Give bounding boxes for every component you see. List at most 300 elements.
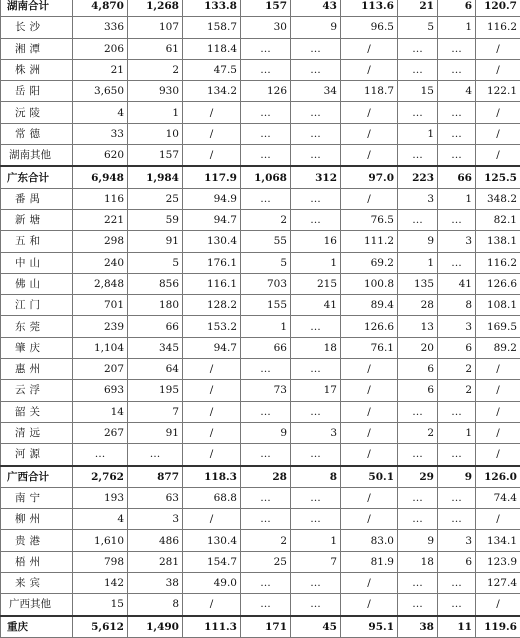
region-name-cell: 清远: [1, 422, 73, 443]
value-cell: 45: [291, 616, 341, 638]
value-cell: 64: [128, 359, 183, 380]
value-cell: /: [341, 573, 398, 594]
region-name-cell: 梧州: [1, 551, 73, 572]
value-cell: 2: [128, 59, 183, 80]
value-cell: …: [438, 209, 476, 230]
value-cell: 6: [398, 380, 438, 401]
value-cell: 5: [398, 17, 438, 38]
subtotal-row: [1, 616, 520, 638]
value-cell: 1: [291, 252, 341, 273]
value-cell: 1: [241, 316, 291, 337]
value-cell: 221: [73, 209, 128, 230]
value-cell: 116.2: [476, 17, 520, 38]
value-cell: 25: [128, 188, 183, 209]
value-cell: 96.5: [341, 17, 398, 38]
value-cell: 21: [73, 59, 128, 80]
value-cell: 89.2: [476, 337, 520, 358]
value-cell: 215: [291, 273, 341, 294]
value-cell: /: [183, 359, 241, 380]
value-cell: 83.0: [341, 530, 398, 551]
table-row: [1, 509, 520, 530]
value-cell: …: [398, 145, 438, 167]
value-cell: …: [398, 401, 438, 422]
value-cell: 2: [438, 359, 476, 380]
value-cell: 169.5: [476, 316, 520, 337]
value-cell: /: [183, 102, 241, 123]
table-row: [1, 487, 520, 508]
value-cell: 16: [291, 231, 341, 252]
value-cell: 3: [438, 231, 476, 252]
value-cell: 1: [438, 17, 476, 38]
value-cell: …: [438, 573, 476, 594]
value-cell: 41: [438, 273, 476, 294]
value-cell: 1,068: [241, 166, 291, 188]
table-row: [1, 209, 520, 230]
value-cell: /: [341, 359, 398, 380]
value-cell: 153.2: [183, 316, 241, 337]
value-cell: …: [291, 509, 341, 530]
value-cell: /: [183, 123, 241, 144]
value-cell: 38: [398, 616, 438, 638]
value-cell: 3: [438, 530, 476, 551]
value-cell: 6,948: [73, 166, 128, 188]
value-cell: 157: [241, 0, 291, 17]
table-row: [1, 188, 520, 209]
value-cell: 130.4: [183, 231, 241, 252]
value-cell: 15: [398, 81, 438, 102]
value-cell: /: [341, 509, 398, 530]
region-name-cell: 沅陵: [1, 102, 73, 123]
value-cell: …: [291, 573, 341, 594]
value-cell: 94.9: [183, 188, 241, 209]
value-cell: 9: [398, 231, 438, 252]
region-name-cell: 河源: [1, 444, 73, 466]
value-cell: …: [438, 252, 476, 273]
value-cell: 94.7: [183, 337, 241, 358]
value-cell: …: [241, 509, 291, 530]
value-cell: 82.1: [476, 209, 520, 230]
value-cell: 68.8: [183, 487, 241, 508]
value-cell: 5: [128, 252, 183, 273]
value-cell: 91: [128, 422, 183, 443]
value-cell: 7: [291, 551, 341, 572]
table-row: [1, 102, 520, 123]
value-cell: /: [183, 422, 241, 443]
value-cell: 108.1: [476, 295, 520, 316]
value-cell: …: [398, 573, 438, 594]
value-cell: 118.3: [183, 466, 241, 488]
value-cell: 100.8: [341, 273, 398, 294]
value-cell: …: [438, 509, 476, 530]
value-cell: …: [398, 102, 438, 123]
value-cell: 25: [241, 551, 291, 572]
value-cell: 13: [398, 316, 438, 337]
region-name-cell: 广西其他: [1, 594, 73, 616]
value-cell: /: [341, 487, 398, 508]
value-cell: 118.4: [183, 38, 241, 59]
value-cell: …: [438, 38, 476, 59]
value-cell: 6: [438, 551, 476, 572]
value-cell: …: [291, 359, 341, 380]
value-cell: 312: [291, 166, 341, 188]
value-cell: …: [73, 444, 128, 466]
value-cell: 8: [128, 594, 183, 616]
region-name-cell: 东莞: [1, 316, 73, 337]
value-cell: 9: [291, 17, 341, 38]
value-cell: /: [183, 594, 241, 616]
value-cell: 176.1: [183, 252, 241, 273]
value-cell: /: [341, 59, 398, 80]
value-cell: …: [241, 444, 291, 466]
value-cell: 1: [438, 422, 476, 443]
value-cell: 95.1: [341, 616, 398, 638]
region-name-cell: 南宁: [1, 487, 73, 508]
value-cell: 15: [73, 594, 128, 616]
value-cell: /: [476, 102, 520, 123]
value-cell: /: [183, 444, 241, 466]
value-cell: 281: [128, 551, 183, 572]
value-cell: 134.1: [476, 530, 520, 551]
value-cell: …: [241, 594, 291, 616]
value-cell: 8: [291, 466, 341, 488]
value-cell: …: [291, 123, 341, 144]
value-cell: 142: [73, 573, 128, 594]
value-cell: 20: [398, 337, 438, 358]
value-cell: …: [291, 401, 341, 422]
value-cell: 9: [438, 466, 476, 488]
value-cell: 2: [241, 209, 291, 230]
value-cell: 180: [128, 295, 183, 316]
value-cell: /: [341, 188, 398, 209]
value-cell: 111.2: [341, 231, 398, 252]
value-cell: 9: [241, 422, 291, 443]
region-name-cell: 江门: [1, 295, 73, 316]
value-cell: 1: [128, 102, 183, 123]
value-cell: 6: [398, 359, 438, 380]
value-cell: …: [438, 123, 476, 144]
value-cell: …: [241, 573, 291, 594]
value-cell: 4: [73, 102, 128, 123]
value-cell: 1,610: [73, 530, 128, 551]
value-cell: 2,848: [73, 273, 128, 294]
value-cell: 134.2: [183, 81, 241, 102]
value-cell: 703: [241, 273, 291, 294]
table-row: [1, 59, 520, 80]
table-row: [1, 530, 520, 551]
value-cell: 47.5: [183, 59, 241, 80]
value-cell: 138.1: [476, 231, 520, 252]
table-row: [1, 359, 520, 380]
region-name-cell: 湘潭: [1, 38, 73, 59]
value-cell: …: [291, 145, 341, 167]
value-cell: 3: [438, 316, 476, 337]
table-row: [1, 145, 520, 167]
value-cell: 14: [73, 401, 128, 422]
value-cell: …: [438, 59, 476, 80]
value-cell: …: [398, 59, 438, 80]
value-cell: 34: [291, 81, 341, 102]
value-cell: 61: [128, 38, 183, 59]
table-row: [1, 273, 520, 294]
value-cell: 130.4: [183, 530, 241, 551]
value-cell: 155: [241, 295, 291, 316]
region-name-cell: 中山: [1, 252, 73, 273]
value-cell: /: [476, 422, 520, 443]
value-cell: 126.6: [476, 273, 520, 294]
region-name-cell: 佛山: [1, 273, 73, 294]
value-cell: 66: [128, 316, 183, 337]
value-cell: …: [291, 38, 341, 59]
value-cell: 5,612: [73, 616, 128, 638]
table-row: [1, 231, 520, 252]
value-cell: /: [476, 59, 520, 80]
value-cell: …: [241, 401, 291, 422]
value-cell: 1: [438, 188, 476, 209]
value-cell: 207: [73, 359, 128, 380]
value-cell: /: [476, 380, 520, 401]
value-cell: 38: [128, 573, 183, 594]
value-cell: /: [476, 359, 520, 380]
value-cell: /: [341, 38, 398, 59]
value-cell: 3,650: [73, 81, 128, 102]
value-cell: /: [183, 145, 241, 167]
region-name-cell: 五和: [1, 231, 73, 252]
value-cell: /: [476, 444, 520, 466]
value-cell: 66: [241, 337, 291, 358]
region-name-cell: 重庆: [1, 616, 73, 638]
region-name-cell: 广西合计: [1, 466, 73, 488]
value-cell: /: [183, 401, 241, 422]
value-cell: 29: [398, 466, 438, 488]
subtotal-row: [1, 0, 520, 17]
value-cell: 1: [398, 252, 438, 273]
value-cell: …: [398, 38, 438, 59]
value-cell: …: [438, 487, 476, 508]
value-cell: 240: [73, 252, 128, 273]
value-cell: …: [241, 59, 291, 80]
value-cell: 125.5: [476, 166, 520, 188]
value-cell: 193: [73, 487, 128, 508]
value-cell: …: [241, 145, 291, 167]
value-cell: 76.1: [341, 337, 398, 358]
value-cell: 122.1: [476, 81, 520, 102]
value-cell: 2: [398, 422, 438, 443]
value-cell: 620: [73, 145, 128, 167]
value-cell: /: [341, 102, 398, 123]
table-row: [1, 81, 520, 102]
value-cell: 127.4: [476, 573, 520, 594]
value-cell: 154.7: [183, 551, 241, 572]
value-cell: 17: [291, 380, 341, 401]
value-cell: /: [476, 594, 520, 616]
value-cell: 50.1: [341, 466, 398, 488]
table-row: [1, 422, 520, 443]
value-cell: 76.5: [341, 209, 398, 230]
value-cell: 135: [398, 273, 438, 294]
value-cell: 116: [73, 188, 128, 209]
table-row: [1, 17, 520, 38]
value-cell: …: [438, 145, 476, 167]
value-cell: 336: [73, 17, 128, 38]
value-cell: 81.9: [341, 551, 398, 572]
value-cell: 2: [241, 530, 291, 551]
subtotal-row: [1, 166, 520, 188]
value-cell: 107: [128, 17, 183, 38]
value-cell: …: [398, 487, 438, 508]
value-cell: 55: [241, 231, 291, 252]
region-name-cell: 柳州: [1, 509, 73, 530]
region-name-cell: 云浮: [1, 380, 73, 401]
value-cell: 345: [128, 337, 183, 358]
value-cell: 1,490: [128, 616, 183, 638]
value-cell: …: [291, 102, 341, 123]
value-cell: 856: [128, 273, 183, 294]
value-cell: 1: [398, 123, 438, 144]
value-cell: 348.2: [476, 188, 520, 209]
value-cell: …: [241, 487, 291, 508]
subtotal-row: [1, 466, 520, 488]
value-cell: 171: [241, 616, 291, 638]
value-cell: 18: [291, 337, 341, 358]
value-cell: …: [291, 188, 341, 209]
value-cell: 157: [128, 145, 183, 167]
value-cell: …: [398, 509, 438, 530]
value-cell: 73: [241, 380, 291, 401]
value-cell: 693: [73, 380, 128, 401]
value-cell: 41: [291, 295, 341, 316]
value-cell: 8: [438, 295, 476, 316]
region-name-cell: 株洲: [1, 59, 73, 80]
value-cell: 11: [438, 616, 476, 638]
value-cell: /: [341, 145, 398, 167]
value-cell: 5: [241, 252, 291, 273]
table-row: [1, 594, 520, 616]
value-cell: 49.0: [183, 573, 241, 594]
value-cell: …: [438, 102, 476, 123]
value-cell: /: [476, 509, 520, 530]
value-cell: 4: [73, 509, 128, 530]
value-cell: …: [398, 594, 438, 616]
value-cell: 239: [73, 316, 128, 337]
value-cell: 10: [128, 123, 183, 144]
value-cell: 97.0: [341, 166, 398, 188]
region-name-cell: 新塘: [1, 209, 73, 230]
region-name-cell: 岳阳: [1, 81, 73, 102]
value-cell: 133.8: [183, 0, 241, 17]
value-cell: …: [241, 38, 291, 59]
value-cell: 7: [128, 401, 183, 422]
value-cell: 69.2: [341, 252, 398, 273]
value-cell: 701: [73, 295, 128, 316]
value-cell: …: [241, 188, 291, 209]
value-cell: /: [476, 123, 520, 144]
region-name-cell: 肇庆: [1, 337, 73, 358]
value-cell: /: [341, 123, 398, 144]
value-cell: /: [476, 38, 520, 59]
value-cell: 158.7: [183, 17, 241, 38]
value-cell: …: [291, 487, 341, 508]
region-name-cell: 长沙: [1, 17, 73, 38]
value-cell: 43: [291, 0, 341, 17]
region-name-cell: 番禺: [1, 188, 73, 209]
value-cell: …: [398, 444, 438, 466]
value-cell: …: [241, 102, 291, 123]
value-cell: 1: [291, 530, 341, 551]
value-cell: …: [128, 444, 183, 466]
value-cell: …: [291, 209, 341, 230]
value-cell: 3: [291, 422, 341, 443]
value-cell: 930: [128, 81, 183, 102]
value-cell: 206: [73, 38, 128, 59]
value-cell: 2: [438, 380, 476, 401]
table-row: [1, 444, 520, 466]
value-cell: 298: [73, 231, 128, 252]
value-cell: 118.7: [341, 81, 398, 102]
table-row: [1, 573, 520, 594]
value-cell: 120.7: [476, 0, 520, 17]
value-cell: 91: [128, 231, 183, 252]
table-row: [1, 38, 520, 59]
value-cell: 3: [398, 188, 438, 209]
value-cell: 28: [398, 295, 438, 316]
value-cell: /: [341, 422, 398, 443]
value-cell: /: [341, 380, 398, 401]
value-cell: /: [476, 401, 520, 422]
region-name-cell: 湖南合计: [1, 0, 73, 17]
value-cell: 89.4: [341, 295, 398, 316]
region-name-cell: 常德: [1, 123, 73, 144]
value-cell: 4: [438, 81, 476, 102]
value-cell: …: [241, 359, 291, 380]
value-cell: …: [438, 594, 476, 616]
value-cell: 126.6: [341, 316, 398, 337]
value-cell: 6: [438, 337, 476, 358]
value-cell: 195: [128, 380, 183, 401]
value-cell: 1,984: [128, 166, 183, 188]
table-row: [1, 295, 520, 316]
value-cell: 30: [241, 17, 291, 38]
table-row: [1, 401, 520, 422]
region-name-cell: 来宾: [1, 573, 73, 594]
value-cell: 486: [128, 530, 183, 551]
value-cell: 4,870: [73, 0, 128, 17]
value-cell: 66: [438, 166, 476, 188]
value-cell: 1,104: [73, 337, 128, 358]
value-cell: 111.3: [183, 616, 241, 638]
value-cell: /: [341, 444, 398, 466]
table-row: [1, 551, 520, 572]
table-row: [1, 252, 520, 273]
value-cell: 1,268: [128, 0, 183, 17]
value-cell: 21: [398, 0, 438, 17]
value-cell: 123.9: [476, 551, 520, 572]
region-name-cell: 广东合计: [1, 166, 73, 188]
value-cell: 2,762: [73, 466, 128, 488]
value-cell: 223: [398, 166, 438, 188]
region-name-cell: 湖南其他: [1, 145, 73, 167]
value-cell: 3: [128, 509, 183, 530]
value-cell: 117.9: [183, 166, 241, 188]
region-name-cell: 惠州: [1, 359, 73, 380]
table-row: [1, 123, 520, 144]
value-cell: 798: [73, 551, 128, 572]
table-body: [1, 0, 520, 637]
value-cell: 267: [73, 422, 128, 443]
value-cell: /: [341, 594, 398, 616]
value-cell: …: [438, 401, 476, 422]
value-cell: …: [241, 123, 291, 144]
value-cell: 28: [241, 466, 291, 488]
